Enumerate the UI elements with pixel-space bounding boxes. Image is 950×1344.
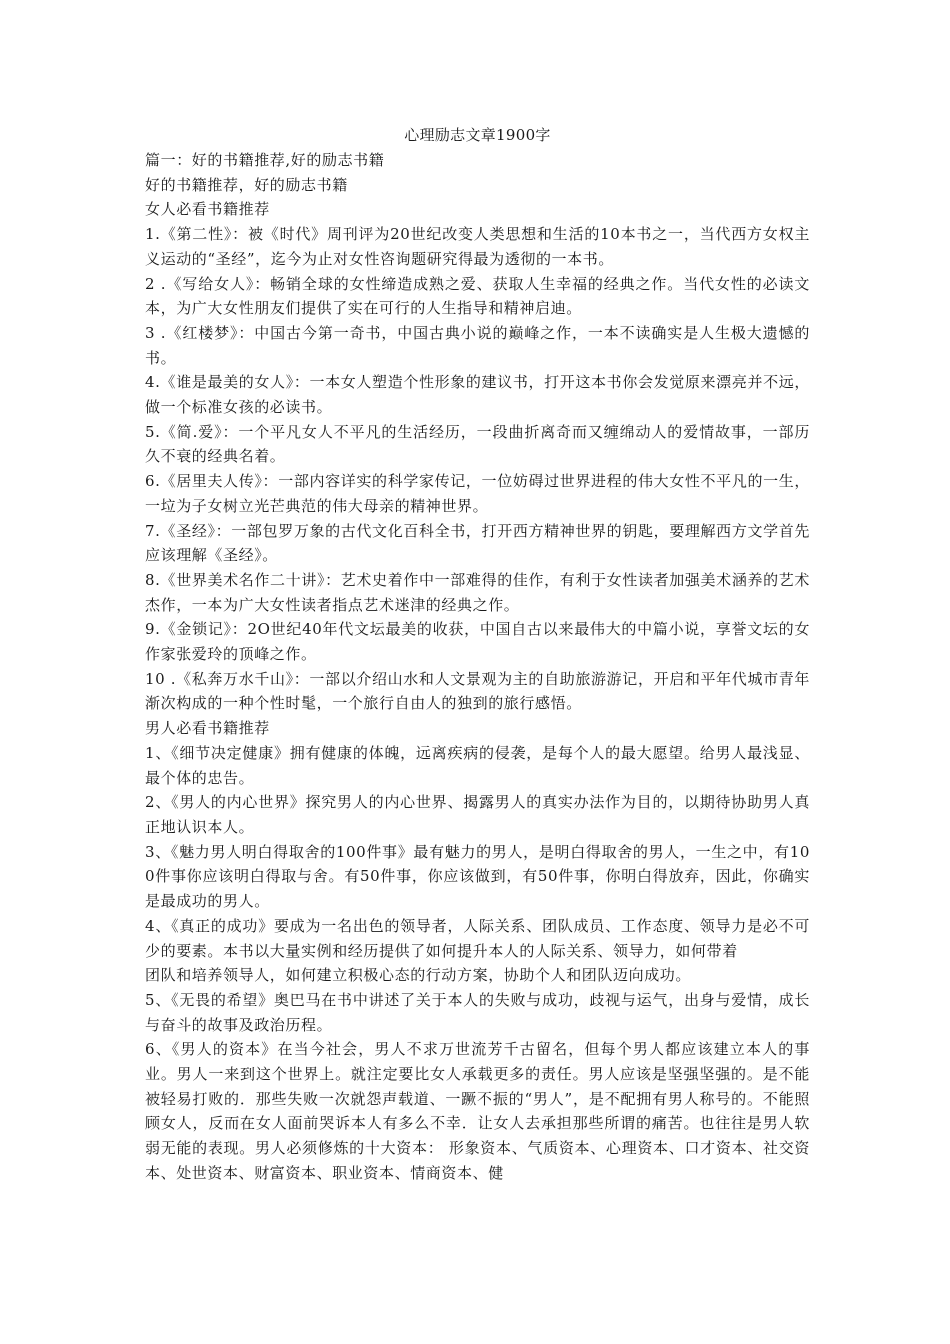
paragraph: 8.《世界美术名作二十讲》：艺术史着作中一部难得的佳作，有利于女性读者加强美术涵养的艺术杰作，一本为广大女性读者指点艺术迷津的经典之作。 (145, 570, 810, 614)
section-heading-men: 男人必看书籍推荐 (145, 719, 270, 738)
paragraph: 团队和培养领导人，如何建立积极心态的行动方案，协助个人和团队迈向成功。 (145, 966, 692, 985)
paragraph: 4、《真正的成功》要成为一名出色的领导者，人际关系、团队成员、工作态度、领导力是必不可少的要素。本书以大量实例和经历提供了如何提升本人的人际关系、领导力，如何带着 (145, 916, 810, 960)
paragraph: 2、《男人的内心世界》探究男人的内心世界、揭露男人的真实办法作为目的，以期待协助男人真正地认识本人。 (145, 793, 810, 836)
section-heading-women: 女人必看书籍推荐 (145, 200, 270, 219)
paragraph: 1.《第二性》：被《时代》周刊评为20世纪改变人类思想和生活的10本书之一，当代西方女权主义运动的“圣经”，迄今为止对女性咨询题研究得最为透彻的一本书。 (145, 225, 810, 268)
paragraph: 3、《魅力男人明白得取舍的100件事》最有魅力的男人，是明白得取舍的男人，一生之中，有100件事你应该明白得取与舍。有50件事，你应该做到，有50件事，你明白得放弃，因此，你确实是最成功的男人。 (145, 842, 810, 911)
paragraph: 6、《男人的资本》在当今社会，男人不求万世流芳千古留名，但每个男人都应该建立本人的事业。男人一来到这个世界上。就注定要比女人承载更多的责任。男人应该是坚强坚强的。是不能被轻易打败的．那些失败一次就怨声载道、一蹶不振的“男人”，是不配拥有男人称号的。不能照顾女人，反而在女人面前哭诉本人有多么不幸．让女人去承担那些所谓的痛苦。也往往是男人软弱无能的表现。男人必须修炼的十大资本： 形象资本、气质资本、心理资本、口才资本、社交资本、处世资本、财富资本、职业资本、情商资本、健 (145, 1040, 810, 1182)
paragraph: 5.《简.爱》：一个平凡女人不平凡的生活经历，一段曲折离奇而又缠绵动人的爱情故事，一部历久不衰的经典名着。 (145, 422, 810, 466)
paragraph: 6.《居里夫人传》：一部内容详实的科学家传记，一位妨碍过世界进程的伟大女性不平凡的一生，一垃为子女树立光芒典范的伟大母亲的精神世界。 (145, 472, 810, 515)
page-title: 心理励志文章1900字 (404, 126, 551, 144)
section-heading: 篇一：好的书籍推荐,好的励志书籍 (145, 151, 385, 169)
document-body (145, 148, 810, 1186)
subheading: 好的书籍推荐，好的励志书籍 (145, 175, 348, 194)
paragraph: 5、《无畏的希望》奥巴马在书中讲述了关于本人的失败与成功，歧视与运气，出身与爱情，成长与奋斗的故事及政治历程。 (145, 990, 810, 1034)
paragraph: 4.《谁是最美的女人》：一本女人塑造个性形象的建议书，打开这本书你会发觉原来漂亮并不远，做一个标准女孩的必读书。 (145, 373, 810, 417)
paragraph: 1、《细节决定健康》拥有健康的体魄，远离疾病的侵袭，是每个人的最大愿望。给男人最浅显、最个体的忠告。 (145, 743, 810, 787)
paragraph: 9.《金锁记》：2O世纪40年代文坛最美的收获，中国自古以来最伟大的中篇小说，享誉文坛的女作家张爱玲的顶峰之作。 (145, 620, 810, 664)
paragraph: 3 .《红楼梦》：中国古今第一奇书，中国古典小说的巅峰之作，一本不读确实是人生极大遗憾的书。 (145, 323, 810, 367)
paragraph: 2 .《写给女人》：畅销全球的女性缔造成熟之爱、获取人生幸福的经典之作。当代女性的必读文本，为广大女性朋友们提供了实在可行的人生指导和精神启迪。 (145, 274, 810, 318)
paragraph: 10 .《私奔万水千山》：一部以介绍山水和人文景观为主的自助旅游游记，开启和平年代城市青年渐次构成的一种个性时髦，一个旅行自由人的独到的旅行感悟。 (145, 669, 810, 713)
document-page (145, 124, 810, 1186)
paragraph: 7.《圣经》：一部包罗万象的古代文化百科全书，打开西方精神世界的钥匙，要理解西方文学首先应该理解《圣经》。 (145, 521, 810, 565)
